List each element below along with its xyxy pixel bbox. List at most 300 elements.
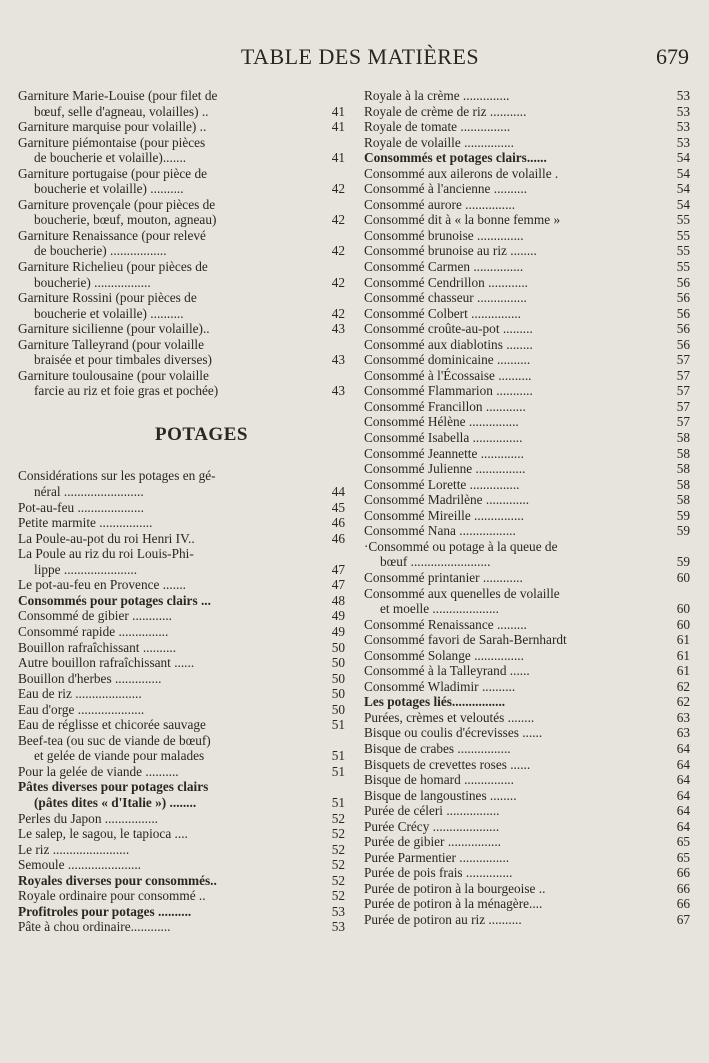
toc-entry-line: Consommé Wladimir .......... [364,678,516,694]
toc-entry-text [364,617,662,633]
toc-entry-page: 58 [676,430,690,446]
toc-entry-line: Consommé de gibier ............ [18,608,173,624]
toc-entry [364,290,690,306]
toc-entry [364,912,690,928]
toc-entry [364,88,690,104]
toc-entry-page: 58 [676,476,690,492]
toc-entry-line: Consommé rapide ............... [18,623,169,639]
toc-entry [364,259,690,275]
toc-entry-text [18,671,317,687]
toc-entry [364,819,690,835]
toc-entry [18,228,345,259]
toc-entry-page: 61 [676,647,690,663]
toc-entry-text [18,515,317,531]
toc-entry-page: 63 [676,725,690,741]
toc-entry-text [18,593,317,609]
toc-entry-page: 57 [676,352,690,368]
toc-entry-page: 50 [331,655,345,671]
toc-entry-page: 62 [676,694,690,710]
toc-entry [364,539,690,570]
toc-entry-text [364,741,662,757]
toc-entry-text [18,608,317,624]
toc-entry [18,779,345,810]
toc-entry-page: 52 [331,888,345,904]
toc-entry-text [364,834,662,850]
toc-entry-page: 55 [676,227,690,243]
toc-entry-text [364,788,662,804]
toc-entry-line: Consommé Isabella ............... [364,430,523,446]
toc-entry-line: Consommé Carmen ............... [364,259,524,275]
toc-entry-page: 53 [676,119,690,135]
toc-entry-line: Consommé Flammarion ........... [364,383,533,399]
toc-entry-page: 54 [676,150,690,166]
toc-entry-line: Bisquets de crevettes roses ...... [364,756,531,772]
toc-entry [364,135,690,151]
toc-entry-text [18,337,317,368]
toc-entry-text [18,624,317,640]
toc-entry-line: La Poule-au-pot du roi Henri IV.. [18,530,195,546]
toc-entry-line: Consommé Colbert ............... [364,305,521,321]
toc-entry-text [364,803,662,819]
toc-entry-page: 45 [331,499,345,515]
toc-entry-page: 51 [331,763,345,779]
toc-entry [364,368,690,384]
toc-entry-line: Consommé Hélène ............... [364,414,519,430]
toc-entry [364,850,690,866]
toc-entry [364,119,690,135]
toc-entry [18,873,345,889]
toc-entry-text [364,259,662,275]
toc-entry-line: Bisque de crabes ................ [364,740,511,756]
left-top-entries [18,88,345,399]
toc-entry-text [364,865,662,881]
toc-entry-text [18,166,317,197]
toc-entry [18,671,345,687]
toc-entry-line: Consommé Nana ................. [364,523,516,539]
toc-entry-text [18,904,317,920]
toc-entry-text [364,772,662,788]
toc-entry-text [18,826,317,842]
toc-entry-line: Consommés pour potages clairs ... [18,592,211,608]
toc-entry-text [18,857,317,873]
toc-entry [18,197,345,228]
toc-entry-page: 42 [331,305,345,321]
toc-entry-page: 59 [676,523,690,539]
toc-entry-text [364,710,662,726]
toc-entry-line: (pâtes dites « d'Italie ») ........ [34,794,197,810]
toc-entry-line: Consommé à l'Écossaise .......... [364,367,532,383]
toc-entry-page: 62 [676,678,690,694]
toc-entry-line: Le pot-au-feu en Provence ....... [18,577,186,593]
toc-entry-line: Consommé Lorette ............... [364,476,520,492]
toc-entry [364,461,690,477]
toc-entry-page: 64 [676,772,690,788]
toc-entry-line: Consommé à l'ancienne .......... [364,181,528,197]
toc-entry-text [364,461,662,477]
toc-entry-page: 53 [331,919,345,935]
toc-entry [364,648,690,664]
toc-entry-line: Les potages liés................ [364,694,506,710]
toc-entry-text [364,275,662,291]
toc-entry-page: 52 [331,872,345,888]
toc-entry-line: Consommé aurore ............... [364,196,516,212]
right-entries [364,88,690,928]
toc-entry-line: Royales diverses pour consommés.. [18,872,217,888]
toc-entry-text [364,321,662,337]
toc-entry [364,725,690,741]
toc-entry-page: 43 [331,352,345,368]
toc-entry-line: boucherie et volaille) .......... [34,305,184,321]
toc-entry-line: Bisque de homard ............... [364,772,514,788]
toc-entry-text [18,873,317,889]
toc-entry-line: Eau de riz .................... [18,686,142,702]
left-bottom-entries [18,468,345,934]
toc-entry-page: 42 [331,181,345,197]
toc-entry [18,655,345,671]
toc-entry [364,166,690,182]
toc-entry-line: Royale à la crème .............. [364,88,510,103]
toc-entry-line: Le salep, le sagou, le tapioca .... [18,826,188,842]
toc-entry [364,523,690,539]
toc-entry-line: Purée de pois frais .............. [364,865,513,881]
toc-entry-text [364,912,662,928]
toc-entry-line: Eau de réglisse et chicorée sauvage [18,717,206,733]
toc-entry-text [364,414,662,430]
toc-entry-page: 41 [331,103,345,119]
toc-entry-text [18,197,317,228]
toc-entry-line: Pâtes diverses pour potages clairs [18,779,209,795]
toc-entry-text [364,508,662,524]
toc-entry [18,546,345,577]
toc-entry-line: Pour la gelée de viande .......... [18,763,179,779]
toc-entry-text [364,166,662,182]
toc-entry-page: 52 [331,841,345,857]
toc-entry-page: 56 [676,305,690,321]
toc-entry [18,919,345,935]
toc-entry-page: 57 [676,383,690,399]
toc-entry [364,741,690,757]
toc-entry [364,663,690,679]
toc-entry-text [18,500,317,516]
toc-entry [364,399,690,415]
toc-entry-line: Consommé aux diablotins ........ [364,336,533,352]
toc-entry-text [364,399,662,415]
toc-entry-page: 54 [676,165,690,181]
toc-entry-text [18,655,317,671]
toc-entry-page: 58 [676,461,690,477]
toc-entry [364,617,690,633]
toc-entry-line: Royale de crème de riz ........... [364,103,527,119]
toc-entry-page: 67 [676,911,690,927]
toc-entry [364,243,690,259]
toc-entry [364,181,690,197]
toc-entry-page: 47 [331,577,345,593]
toc-entry [18,321,345,337]
toc-entry-line: Le riz ....................... [18,841,130,857]
toc-entry [18,826,345,842]
toc-entry-line: Royale de volaille ............... [364,134,514,150]
toc-entry-text [364,368,662,384]
toc-entry-page: 64 [676,756,690,772]
toc-entry [18,857,345,873]
toc-entry [18,640,345,656]
toc-entry-text [18,717,317,733]
toc-entry-line: Consommé Francillon ............ [364,398,526,414]
toc-entry [364,197,690,213]
toc-entry-line: Consommé dominicaine .......... [364,352,531,368]
toc-entry-line: Garniture sicilienne (pour volaille).. [18,321,210,337]
toc-entry-line: Bisque ou coulis d'écrevisses ...... [364,725,543,741]
toc-entry-text [18,811,317,827]
toc-entry-line: boucherie) ................. [34,274,151,290]
toc-entry-page: 54 [676,196,690,212]
toc-entry-line: Consommé printanier ............ [364,569,523,585]
toc-entry-line: Consommé Madrilène ............. [364,492,530,508]
toc-entry-page: 55 [676,243,690,259]
toc-entry-page: 49 [331,623,345,639]
toc-entry-page: 52 [331,857,345,873]
page-number: 679 [656,44,689,69]
toc-entry [364,694,690,710]
toc-entry-page: 50 [331,639,345,655]
toc-entry-line: Consommé aux ailerons de volaille . [364,165,559,181]
toc-entry-page: 47 [331,561,345,577]
toc-entry-text [364,446,662,462]
toc-entry-page: 57 [676,414,690,430]
toc-entry-line: Consommé croûte-au-pot ......... [364,321,533,337]
toc-entry-line: néral ........................ [34,484,144,500]
toc-entry [18,904,345,920]
toc-entry-line: Eau d'orge .................... [18,701,145,717]
toc-entry [18,593,345,609]
toc-entry-text [364,104,662,120]
toc-entry [18,702,345,718]
toc-entry-text [364,477,662,493]
toc-entry-line: Garniture Richelieu (pour pièces de [18,259,208,275]
toc-entry-line: Consommés et potages clairs...... [364,150,547,166]
toc-entry-line: Purée de potiron à la ménagère.... [364,896,543,912]
toc-entry-page: 59 [676,507,690,523]
toc-entry [364,710,690,726]
toc-entry-line: La Poule au riz du roi Louis-Phi- [18,546,194,562]
toc-entry-line: de boucherie) ................. [34,243,167,259]
toc-entry [364,508,690,524]
toc-entry-page: 42 [331,243,345,259]
toc-entry-page: 51 [331,794,345,810]
toc-entry-line: boucherie et volaille) .......... [34,181,184,197]
toc-entry [364,757,690,773]
toc-entry [364,803,690,819]
toc-entry-line: Pâte à chou ordinaire............ [18,919,171,935]
toc-entry-text [18,259,317,290]
toc-entry-line: Bouillon d'herbes .............. [18,670,162,686]
toc-entry-text [364,492,662,508]
toc-entry [18,686,345,702]
toc-entry-line: Autre bouillon rafraîchissant ...... [18,655,195,671]
toc-entry-line: Semoule ...................... [18,857,141,873]
toc-entry-text [364,679,662,695]
toc-entry-page: 53 [676,88,690,103]
toc-entry-page: 52 [331,826,345,842]
toc-entry-page: 56 [676,274,690,290]
toc-entry-page: 66 [676,865,690,881]
toc-entry-text [18,686,317,702]
toc-entry-page: 56 [676,321,690,337]
toc-entry [364,337,690,353]
toc-entry-page: 41 [331,119,345,135]
toc-entry-page: 65 [676,849,690,865]
toc-entry-page: 41 [331,150,345,166]
toc-entry [18,531,345,547]
toc-entry-text [18,577,317,593]
toc-entry-line: braisée et pour timbales diverses) [34,352,212,368]
toc-entry-text [18,733,317,764]
toc-entry [364,275,690,291]
page-title: TABLE DES MATIÈRES [240,44,480,69]
toc-entry-page: 64 [676,740,690,756]
toc-entry-line: Consommé Mireille ............... [364,507,524,523]
toc-entry-page: 58 [676,445,690,461]
right-column [364,88,690,928]
page-header [0,44,709,74]
toc-entry-line: Consommé chasseur ............... [364,290,527,306]
toc-entry [18,259,345,290]
toc-entry [364,492,690,508]
toc-entry-text [364,757,662,773]
toc-entry [364,586,690,617]
toc-entry-page: 42 [331,212,345,228]
toc-entry-text [364,586,662,617]
toc-entry [364,788,690,804]
toc-entry [18,119,345,135]
toc-entry-text [18,779,317,810]
toc-entry-text [364,694,662,710]
toc-entry-page: 59 [676,554,690,570]
toc-entry-page: 57 [676,398,690,414]
toc-entry [18,166,345,197]
toc-entry-line: Consommé favori de Sarah-Bernhardt [364,632,567,648]
toc-entry-line: Purée de céleri ................ [364,803,500,819]
toc-entry [18,842,345,858]
toc-entry-line: Garniture Talleyrand (pour volaille [18,336,205,352]
toc-entry-page: 60 [676,616,690,632]
toc-entry-line: Garniture toulousaine (pour volaille [18,367,209,383]
toc-entry-text [18,531,317,547]
toc-entry [364,228,690,244]
toc-entry-text [364,881,662,897]
toc-entry-line: Consommé Renaissance ......... [364,616,527,632]
toc-entry-page: 42 [331,274,345,290]
toc-entry [18,811,345,827]
toc-entry-text [18,919,317,935]
toc-entry-line: Garniture provençale (pour pièces de [18,196,216,212]
toc-entry [364,414,690,430]
toc-entry-line: Bouillon rafraîchissant .......... [18,639,177,655]
toc-entry-text [18,119,317,135]
toc-entry-text [364,119,662,135]
toc-entry-text [364,648,662,664]
toc-entry-line: Purée de potiron au riz .......... [364,911,522,927]
toc-entry-text [364,88,662,104]
toc-entry-page: 53 [331,903,345,919]
toc-entry-line: Garniture piémontaise (pour pièces [18,134,206,150]
toc-entry [364,865,690,881]
toc-entry [364,834,690,850]
toc-entry-line: Consommé dit à « la bonne femme » [364,212,561,228]
toc-entry [18,500,345,516]
toc-entry-line: Considérations sur les potages en gé- [18,468,216,484]
toc-entry-line: et moelle .................... [380,601,499,617]
toc-entry [18,608,345,624]
toc-entry-page: 64 [676,787,690,803]
toc-entry-text [18,842,317,858]
toc-entry-text [364,135,662,151]
toc-entry-text [364,243,662,259]
toc-entry-text [364,306,662,322]
toc-entry [18,368,345,399]
toc-entry-line: Purées, crèmes et veloutés ........ [364,709,535,725]
toc-entry [364,430,690,446]
toc-entry-page: 63 [676,709,690,725]
toc-entry [18,337,345,368]
toc-entry-page: 61 [676,663,690,679]
toc-entry-page: 60 [676,601,690,617]
toc-entry-line: Royale ordinaire pour consommé .. [18,888,206,904]
toc-entry-text [364,663,662,679]
toc-entry-text [18,468,317,499]
section-heading: POTAGES [155,423,248,445]
toc-entry [18,88,345,119]
toc-entry-line: Garniture portugaise (pour pièce de [18,165,208,181]
toc-entry [18,468,345,499]
toc-entry-text [18,702,317,718]
toc-entry-line: bœuf ........................ [380,554,491,570]
toc-entry [364,104,690,120]
toc-entry-line: Purée Crécy .................... [364,818,500,834]
toc-entry-text [364,850,662,866]
toc-entry-text [364,523,662,539]
toc-entry [364,632,690,648]
toc-entry [18,733,345,764]
toc-entry-text [18,546,317,577]
toc-entry-page: 46 [331,515,345,531]
toc-entry [364,477,690,493]
toc-entry [18,135,345,166]
toc-entry [364,306,690,322]
toc-entry-text [364,383,662,399]
toc-entry-text [18,764,317,780]
toc-entry-line: lippe ...................... [34,561,138,577]
toc-entry-page: 56 [676,290,690,306]
toc-entry [364,383,690,399]
toc-entry-line: Garniture Renaissance (pour relevé [18,227,206,243]
toc-entry [364,212,690,228]
toc-entry-page: 46 [331,530,345,546]
toc-entry-page: 54 [676,181,690,197]
toc-entry [364,570,690,586]
toc-entry [364,352,690,368]
toc-entry-line: Consommé brunoise au riz ........ [364,243,537,259]
toc-entry-line: Perles du Japon ................ [18,810,158,826]
toc-entry-page: 44 [331,484,345,500]
toc-entry-text [364,337,662,353]
toc-entry-text [18,640,317,656]
toc-entry [18,290,345,321]
toc-entry-page: 53 [676,134,690,150]
toc-entry-line: Consommé aux quenelles de volaille [364,585,560,601]
toc-entry-page: 49 [331,608,345,624]
toc-entry-line: Consommé Julienne ............... [364,461,526,477]
